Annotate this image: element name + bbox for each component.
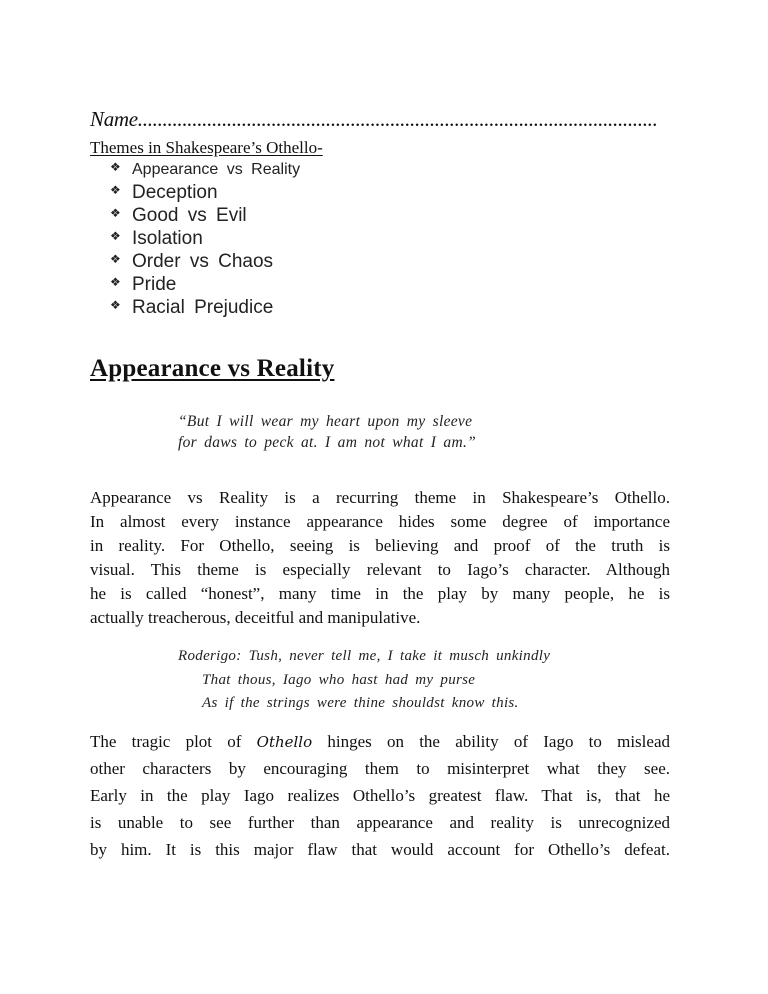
paragraph-line: Appearance vs Reality is a recurring theme in Shakespeare’s Othello. [90,488,670,507]
list-item: ❖ Good vs Evil [110,204,300,227]
quote-line: for daws to peck at. I am not what I am.” [178,434,477,451]
diamond-bullet-icon: ❖ [110,160,121,175]
paragraph-line: visual. This theme is especially relevant to Iago’s character. Although [90,560,670,579]
themes-list [110,158,300,319]
diamond-bullet-icon: ❖ [110,206,121,221]
name-field-line: Name......................................................................................................... [90,107,658,131]
themes-title: Themes in Shakespeare’s Othello- [90,138,323,157]
paragraph-line: other characters by encouraging them to misinterpret what they see. [90,759,670,778]
diamond-bullet-icon: ❖ [110,252,121,267]
roderigo-quote-line: That thous, Iago who hast had my purse [202,672,476,688]
paragraph-line: The tragic plot of Othello hinges on the ability of Iago to mislead [90,732,670,751]
paragraph-line: actually treacherous, deceitful and manipulative. [90,608,421,627]
diamond-bullet-icon: ❖ [110,298,121,313]
diamond-bullet-icon: ❖ [110,229,121,244]
paragraph-line: in reality. For Othello, seeing is believing and proof of the truth is [90,536,670,555]
section-heading: Appearance vs Reality [90,355,335,382]
paragraph-line: In almost every instance appearance hides some degree of importance [90,512,670,531]
list-item: ❖ Racial Prejudice [110,296,300,319]
diamond-bullet-icon: ❖ [110,183,121,198]
quote-line: “But I will wear my heart upon my sleeve [178,413,473,430]
paragraph-line: he is called “honest”, many time in the play by many people, he is [90,584,670,603]
roderigo-quote-line: As if the strings were thine shouldst know this. [202,695,519,711]
list-item: ❖ Appearance vs Reality [110,158,300,181]
paragraph-tragic-plot [90,728,670,863]
list-item: ❖ Pride [110,273,300,296]
play-title: Othello [256,733,313,751]
diamond-bullet-icon: ❖ [110,275,121,290]
roderigo-quote-line: Roderigo: Tush, never tell me, I take it musch unkindly [178,648,551,664]
paragraph-appearance-reality [90,486,670,630]
paragraph-line: by him. It is this major flaw that would account for Othello’s defeat. [90,840,670,859]
list-item: ❖ Deception [110,181,300,204]
list-item: ❖ Order vs Chaos [110,250,300,273]
list-item: ❖ Isolation [110,227,300,250]
paragraph-line: Early in the play Iago realizes Othello’s greatest flaw. That is, that he [90,786,670,805]
paragraph-line: is unable to see further than appearance and reality is unrecognized [90,813,670,832]
